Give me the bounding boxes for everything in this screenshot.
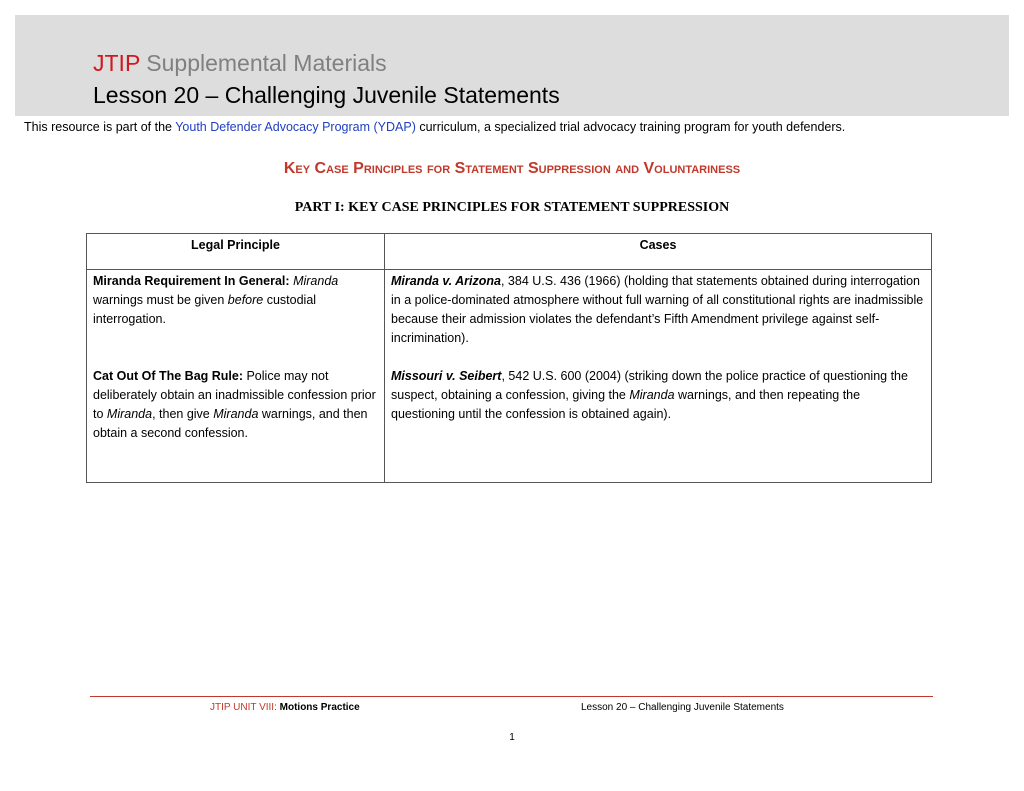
principle-text: warnings, and then obtain a second confession. <box>93 407 368 440</box>
principle-italic: Miranda <box>106 407 153 421</box>
lesson-title: Lesson 20 – Challenging Juvenile Statements <box>93 82 560 108</box>
footer-unit-name: Motions Practice <box>276 702 360 713</box>
case-principles-table <box>86 233 932 483</box>
principle-title: Cat Out Of The Bag Rule: <box>93 369 243 383</box>
header-title <box>93 48 387 78</box>
document-heading <box>0 158 1024 179</box>
principle-italic: before <box>227 293 264 307</box>
case-text: , 542 U.S. 600 (2004) (striking down the police practice of questioning the suspect, obtaining a confession, giving the <box>391 369 908 402</box>
heading-text: Key Case Principles for Statement Suppression and Voluntariness <box>283 160 741 177</box>
principle-title: Miranda Requirement In General: <box>93 274 290 288</box>
case-text: , 384 U.S. 436 (1966) (holding that statements obtained during interrogation in a police-dominated atmosphere without full warning of all constitutional rights are inadmissible because their admission violates the defendant’s Fifth Amendment privilege against self-incrimination). <box>391 274 924 345</box>
principle-italic: Miranda <box>293 274 339 288</box>
footer-lesson: Lesson 20 – Challenging Juvenile Statements <box>581 702 784 713</box>
principle-text: , then give <box>152 407 214 421</box>
principle-italic: Miranda <box>213 407 259 421</box>
ydap-link[interactable]: Youth Defender Advocacy Program (YDAP) <box>175 120 416 134</box>
principle-text: Police may not deliberately obtain an inadmissible confession prior to <box>93 369 376 421</box>
case-miranda-v-arizona <box>391 272 925 348</box>
table-header-row <box>87 234 932 270</box>
principle-text: warnings must be given <box>93 293 228 307</box>
case-italic: Miranda <box>629 388 675 402</box>
case-text: warnings, and then repeating the questioning until the confession is obtained again). <box>391 388 861 421</box>
brand-name: JTIP <box>93 50 140 76</box>
case-missouri-v-seibert <box>391 367 925 424</box>
intro-after: curriculum, a specialized trial advocacy training program for youth defenders. <box>415 120 846 134</box>
footer-unit <box>210 701 360 715</box>
intro-text <box>24 119 845 136</box>
part-heading: PART I: KEY CASE PRINCIPLES FOR STATEMENT SUPPRESSION <box>294 200 730 215</box>
column-header-cases: Cases <box>385 234 932 270</box>
intro-before: This resource is part of the <box>24 120 176 134</box>
page-number: 1 <box>509 732 515 743</box>
header-subtitle: Supplemental Materials <box>146 50 387 76</box>
principles-cell <box>87 270 385 483</box>
footer-divider <box>90 696 933 697</box>
cases-cell <box>385 270 932 483</box>
table-row <box>87 270 932 483</box>
case-name: Missouri v. Seibert <box>391 369 502 383</box>
case-name: Miranda v. Arizona <box>391 274 501 288</box>
footer-unit-label: JTIP UNIT VIII: <box>210 702 277 713</box>
column-header-legal-principle: Legal Principle <box>87 234 385 270</box>
principle-text: custodial interrogation. <box>93 293 317 326</box>
principle-miranda <box>93 272 378 329</box>
principle-cat-out-of-bag <box>93 367 378 443</box>
